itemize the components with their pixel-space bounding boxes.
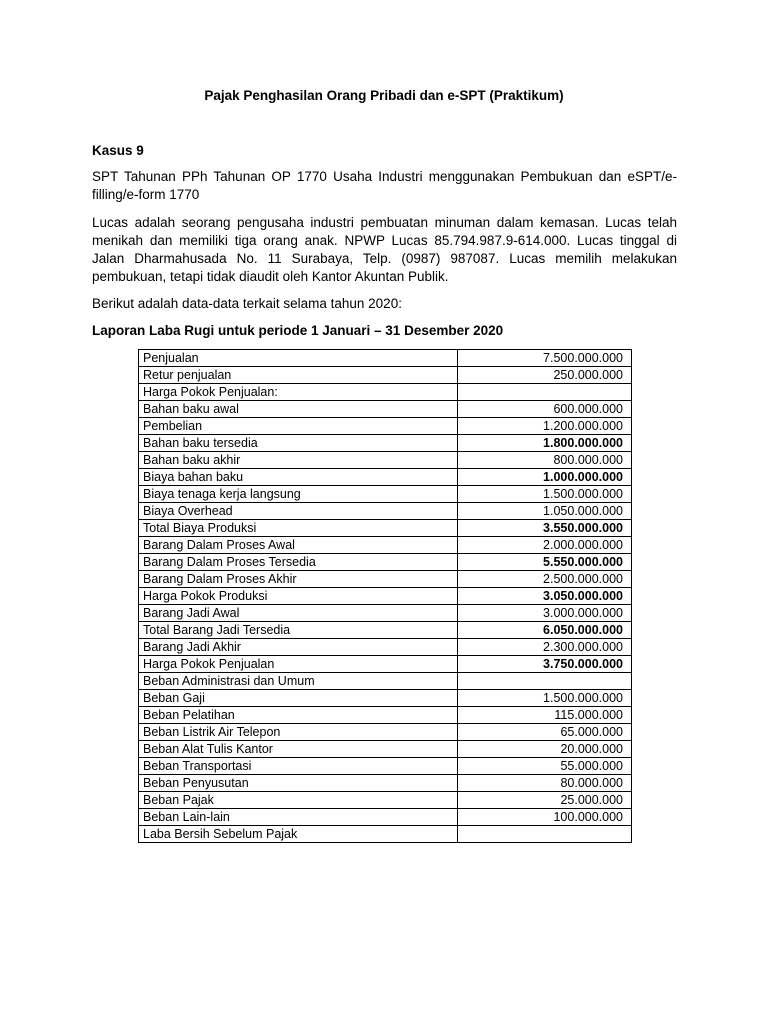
row-label: Barang Jadi Akhir [139, 639, 458, 656]
table-row [139, 435, 632, 452]
row-value: 6.050.000.000 [458, 622, 632, 639]
row-label: Biaya Overhead [139, 503, 458, 520]
table-row [139, 809, 632, 826]
row-value: 25.000.000 [458, 792, 632, 809]
table-row [139, 350, 632, 367]
table-row [139, 469, 632, 486]
row-label: Barang Jadi Awal [139, 605, 458, 622]
row-value: 3.000.000.000 [458, 605, 632, 622]
row-label: Bahan baku akhir [139, 452, 458, 469]
row-label: Barang Dalam Proses Tersedia [139, 554, 458, 571]
row-value: 20.000.000 [458, 741, 632, 758]
row-value: 1.500.000.000 [458, 486, 632, 503]
table-row [139, 724, 632, 741]
row-value: 3.050.000.000 [458, 588, 632, 605]
table-row [139, 571, 632, 588]
taxpayer-description: Lucas adalah seorang pengusaha industri pembuatan minuman dalam kemasan. Lucas telah menikah dan memiliki tiga orang anak. NPWP Lucas 85.794.987.9-614.000. Lucas tinggal di Jalan Dharmahusada No. 11 Surabaya, Telp. (0987) 987087. Lucas memilih melakukan pembukuan, tetapi tidak diaudit oleh Kantor Akuntan Publik. [92, 215, 677, 284]
table-row [139, 520, 632, 537]
income-statement-table [138, 349, 632, 843]
table-row [139, 639, 632, 656]
table-row [139, 401, 632, 418]
table-row [139, 758, 632, 775]
row-label: Biaya bahan baku [139, 469, 458, 486]
row-label: Total Biaya Produksi [139, 520, 458, 537]
table-row [139, 707, 632, 724]
spt-description: SPT Tahunan PPh Tahunan OP 1770 Usaha Industri menggunakan Pembukuan dan eSPT/e-filling/e-form 1770 [92, 169, 677, 202]
row-value: 600.000.000 [458, 401, 632, 418]
row-label: Harga Pokok Penjualan: [139, 384, 458, 401]
row-value: 100.000.000 [458, 809, 632, 826]
row-value: 55.000.000 [458, 758, 632, 775]
table-row [139, 384, 632, 401]
table-row [139, 656, 632, 673]
row-label: Beban Listrik Air Telepon [139, 724, 458, 741]
row-label: Laba Bersih Sebelum Pajak [139, 826, 458, 843]
table-row [139, 537, 632, 554]
table-row [139, 673, 632, 690]
income-statement-body [139, 350, 632, 843]
row-label: Beban Administrasi dan Umum [139, 673, 458, 690]
row-label: Total Barang Jadi Tersedia [139, 622, 458, 639]
row-label: Harga Pokok Penjualan [139, 656, 458, 673]
row-value: 250.000.000 [458, 367, 632, 384]
row-label: Penjualan [139, 350, 458, 367]
row-label: Pembelian [139, 418, 458, 435]
row-value: 7.500.000.000 [458, 350, 632, 367]
case-heading: Kasus 9 [92, 143, 144, 158]
table-row [139, 826, 632, 843]
row-value: 1.500.000.000 [458, 690, 632, 707]
table-row [139, 622, 632, 639]
table-row [139, 690, 632, 707]
table-row [139, 741, 632, 758]
report-heading: Laporan Laba Rugi untuk periode 1 Januari – 31 Desember 2020 [92, 323, 504, 338]
row-value: 2.500.000.000 [458, 571, 632, 588]
row-value: 1.800.000.000 [458, 435, 632, 452]
table-row [139, 554, 632, 571]
table-row [139, 605, 632, 622]
data-intro: Berikut adalah data-data terkait selama tahun 2020: [92, 296, 402, 311]
row-value [458, 384, 632, 401]
table-row [139, 775, 632, 792]
row-label: Biaya tenaga kerja langsung [139, 486, 458, 503]
row-value: 2.000.000.000 [458, 537, 632, 554]
row-label: Barang Dalam Proses Awal [139, 537, 458, 554]
row-value: 80.000.000 [458, 775, 632, 792]
document-title: Pajak Penghasilan Orang Pribadi dan e-SPT (Praktikum) [204, 88, 564, 103]
row-value: 3.550.000.000 [458, 520, 632, 537]
row-value: 2.300.000.000 [458, 639, 632, 656]
table-row [139, 792, 632, 809]
row-label: Beban Alat Tulis Kantor [139, 741, 458, 758]
row-label: Beban Penyusutan [139, 775, 458, 792]
row-label: Bahan baku awal [139, 401, 458, 418]
table-row [139, 588, 632, 605]
row-value [458, 826, 632, 843]
row-value [458, 673, 632, 690]
row-value: 800.000.000 [458, 452, 632, 469]
row-label: Beban Gaji [139, 690, 458, 707]
row-label: Beban Pelatihan [139, 707, 458, 724]
table-row [139, 503, 632, 520]
row-label: Bahan baku tersedia [139, 435, 458, 452]
row-label: Beban Transportasi [139, 758, 458, 775]
row-value: 5.550.000.000 [458, 554, 632, 571]
table-row [139, 486, 632, 503]
row-label: Harga Pokok Produksi [139, 588, 458, 605]
row-value: 115.000.000 [458, 707, 632, 724]
row-label: Barang Dalam Proses Akhir [139, 571, 458, 588]
row-label: Retur penjualan [139, 367, 458, 384]
table-row [139, 367, 632, 384]
row-value: 65.000.000 [458, 724, 632, 741]
table-row [139, 452, 632, 469]
row-value: 1.050.000.000 [458, 503, 632, 520]
row-value: 1.200.000.000 [458, 418, 632, 435]
row-label: Beban Pajak [139, 792, 458, 809]
row-value: 3.750.000.000 [458, 656, 632, 673]
table-row [139, 418, 632, 435]
row-value: 1.000.000.000 [458, 469, 632, 486]
row-label: Beban Lain-lain [139, 809, 458, 826]
